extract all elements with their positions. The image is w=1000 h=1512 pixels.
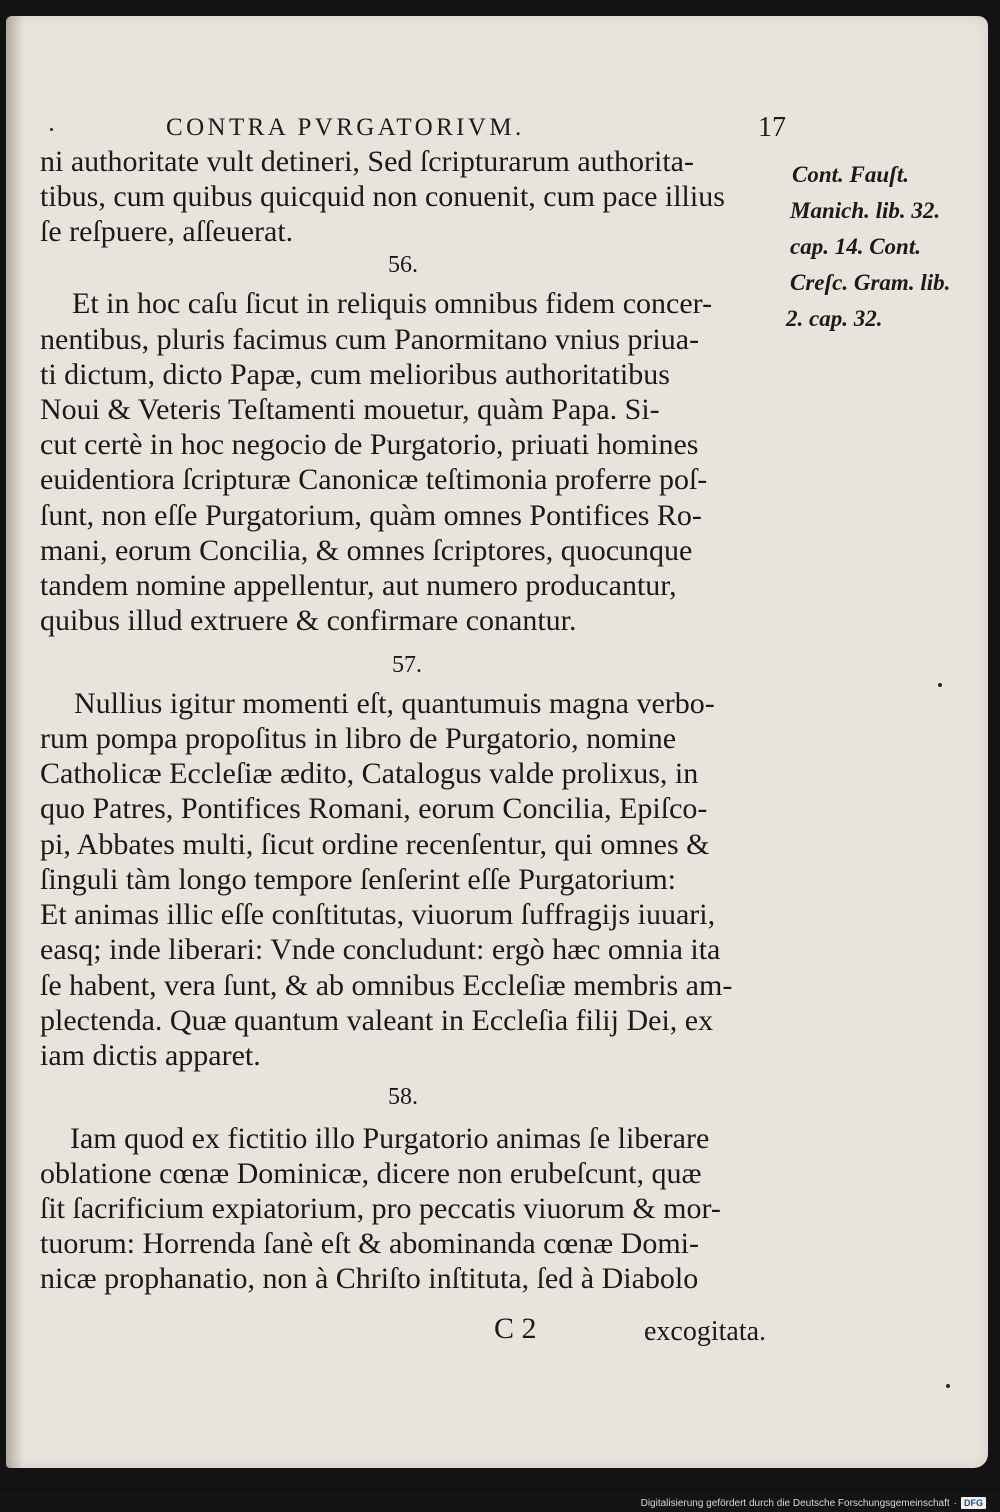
- text-line: oblatione cœnæ Dominicæ, dicere non erubeſcunt, quæ: [40, 1157, 702, 1190]
- ink-speck: [946, 1384, 950, 1388]
- text-line: ni authoritate vult detineri, Sed ſcripturarum authorita-: [40, 145, 694, 178]
- text-line: ti dictum, dicto Papæ, cum melioribus authoritatibus: [40, 358, 670, 391]
- text-line: Et in hoc caſu ſicut in reliquis omnibus fidem concer-: [72, 287, 713, 320]
- text-line: ſe reſpuere, aſſeuerat.: [40, 215, 294, 248]
- text-line: ſinguli tàm longo tempore ſenſerint eſſe Purgatorium:: [40, 863, 676, 896]
- page-number: 17: [758, 112, 786, 143]
- marginal-note-line: Cont. Fauſt.: [792, 162, 909, 187]
- text-line: tuorum: Horrenda ſanè eſt & abominanda cœnæ Domi-: [40, 1227, 699, 1260]
- text-line: iam dictis apparet.: [40, 1039, 261, 1072]
- signature-mark: C 2: [494, 1312, 537, 1345]
- text-line: nicæ prophanatio, non à Chriſto inſtituta, ſed à Diabolo: [40, 1262, 699, 1295]
- ink-speck: [938, 683, 942, 687]
- marginal-note-line: cap. 14. Cont.: [790, 234, 921, 259]
- running-head: [166, 114, 786, 144]
- text-line: plectenda. Quæ quantum valeant in Eccleſia filij Dei, ex: [40, 1004, 714, 1037]
- text-line: tibus, cum quibus quicquid non conuenit, cum pace illius: [40, 180, 725, 213]
- text-line: Et animas illic eſſe conſtitutas, viuorum ſuffragijs iuuari,: [40, 898, 716, 931]
- marginal-note-line: Creſc. Gram. lib.: [790, 270, 951, 295]
- text-line: tandem nomine appellentur, aut numero producantur,: [40, 569, 677, 602]
- text-line: ſunt, non eſſe Purgatorium, quàm omnes Pontifices Ro-: [40, 499, 702, 532]
- text-line: quibus illud extruere & confirmare conantur.: [40, 604, 577, 637]
- ink-speck: [50, 128, 53, 131]
- text-line: ſe habent, vera ſunt, & ab omnibus Eccleſiæ membris am-: [40, 969, 733, 1002]
- text-line: quo Patres, Pontifices Romani, eorum Concilia, Epiſco-: [40, 792, 708, 825]
- text-line: ſit ſacrificium expiatorium, pro peccatis viuorum & mor-: [40, 1192, 721, 1225]
- text-line: mani, eorum Concilia, & omnes ſcriptores, quocunque: [40, 534, 693, 567]
- running-title: CONTRA PVRGATORIVM.: [166, 114, 525, 141]
- text-line: Catholicæ Eccleſiæ ædito, Catalogus valde prolixus, in: [40, 757, 699, 790]
- book-page: [6, 16, 988, 1468]
- text-line: easq; inde liberari: Vnde concludunt: ergò hæc omnia ita: [40, 933, 721, 966]
- text-line: rum pompa propoſitus in libro de Purgatorio, nomine: [40, 722, 677, 755]
- text-line: euidentiora ſcripturæ Canonicæ teſtimonia proferre poſ-: [40, 463, 708, 496]
- text-line: cut certè in hoc negocio de Purgatorio, priuati homines: [40, 428, 699, 461]
- marginal-note-line: Manich. lib. 32.: [790, 198, 941, 223]
- section-number: 56.: [388, 252, 418, 278]
- text-line: Nullius igitur momenti eſt, quantumuis magna verbo-: [74, 687, 715, 720]
- section-number: 57.: [392, 652, 422, 678]
- credit-separator: ·: [953, 1497, 957, 1509]
- digitization-credit: [641, 1496, 986, 1510]
- text-line: nentibus, pluris facimus cum Panormitano vnius priua-: [40, 323, 700, 356]
- text-line: Noui & Veteris Teſtamenti mouetur, quàm Papa. Si-: [40, 393, 660, 426]
- text-line: Iam quod ex fictitio illo Purgatorio animas ſe liberare: [70, 1122, 710, 1155]
- dfg-logo-icon: DFG: [961, 1497, 986, 1509]
- text-line: pi, Abbates multi, ſicut ordine recenſentur, qui omnes &: [40, 828, 710, 861]
- catchword: excogitata.: [644, 1316, 767, 1347]
- marginal-note-line: 2. cap. 32.: [786, 306, 883, 331]
- section-number: 58.: [388, 1084, 418, 1110]
- credit-text: Digitalisierung gefördert durch die Deutsche Forschungsgemeinschaft: [640, 1497, 950, 1509]
